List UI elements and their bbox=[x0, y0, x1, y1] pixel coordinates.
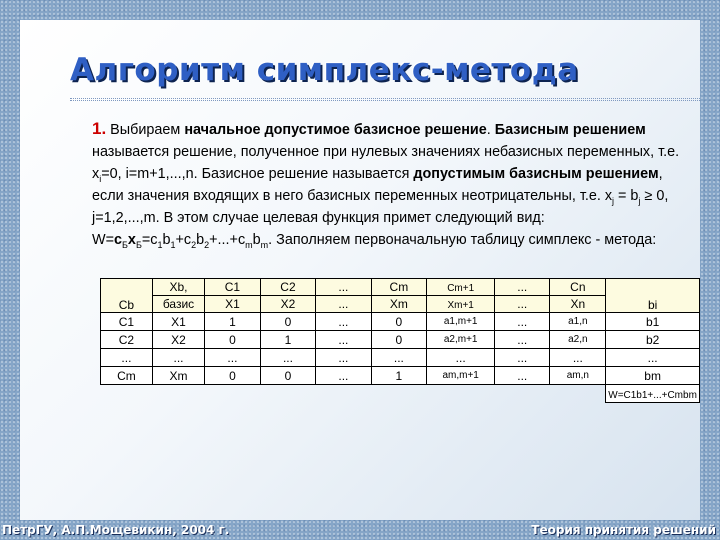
objective-row bbox=[101, 385, 700, 403]
subscript: 2 bbox=[191, 239, 197, 250]
cell: 1 bbox=[260, 331, 316, 349]
text: , если значения входящих в него базисных переменных неотрицательны, т.е. x bbox=[92, 166, 663, 204]
cell: b1 bbox=[606, 313, 700, 331]
cell: Xm bbox=[152, 367, 204, 385]
cell: ... bbox=[316, 331, 371, 349]
header-xm1 bbox=[427, 296, 495, 313]
subscript: j bbox=[638, 195, 641, 206]
cell: ... bbox=[316, 367, 371, 385]
cell: ... bbox=[316, 349, 371, 367]
bold-term: c bbox=[114, 232, 123, 248]
text: b bbox=[162, 232, 171, 248]
text: =c bbox=[141, 232, 158, 248]
header-cm: Cm bbox=[371, 279, 427, 296]
header-cm1 bbox=[427, 279, 495, 296]
definition-paragraph bbox=[92, 118, 692, 251]
cell: 0 bbox=[205, 367, 261, 385]
objective-function bbox=[606, 385, 700, 403]
table-row bbox=[101, 367, 700, 385]
slide bbox=[20, 20, 700, 520]
cell: ... bbox=[371, 349, 427, 367]
subscript: j bbox=[612, 195, 615, 206]
cell: ... bbox=[101, 349, 153, 367]
subscript: 1 bbox=[170, 239, 176, 250]
spacer bbox=[101, 385, 606, 403]
cell: am,n bbox=[550, 367, 606, 385]
cell: X1 bbox=[152, 313, 204, 331]
cell: X2 bbox=[152, 331, 204, 349]
text: называется решение, полученное при нулевых значениях небазисных переменных, т.е. x bbox=[92, 144, 680, 182]
cell: 1 bbox=[205, 313, 261, 331]
header-dots: ... bbox=[495, 279, 550, 296]
subscript: Б bbox=[122, 239, 128, 250]
cell: 0 bbox=[371, 331, 427, 349]
cell: a2,n bbox=[550, 331, 606, 349]
cell: ... bbox=[495, 313, 550, 331]
text: ≥ 0, j=1,2,...,m. В этом случае целевая функция примет следующий вид: W= bbox=[92, 188, 669, 248]
cell: 1 bbox=[371, 367, 427, 385]
bold-term: x bbox=[127, 232, 136, 248]
cell: ... bbox=[606, 349, 700, 367]
header-basis: базис bbox=[152, 296, 204, 313]
text: =0, i=m+1,...,n. Базисное решение называется bbox=[101, 166, 414, 182]
text: . bbox=[486, 122, 495, 138]
header-xb: Xb, bbox=[152, 279, 204, 296]
simplex-table bbox=[100, 278, 700, 403]
header-dots: ... bbox=[316, 279, 371, 296]
subscript: 2 bbox=[204, 239, 210, 250]
header-cb: Cb bbox=[101, 279, 153, 313]
cell: ... bbox=[495, 331, 550, 349]
cell: ... bbox=[316, 313, 371, 331]
header-cn: Cn bbox=[550, 279, 606, 296]
footer-course: Теория принятия решений bbox=[531, 523, 716, 537]
subscript: 1 bbox=[157, 239, 163, 250]
header-bi: bi bbox=[606, 279, 700, 313]
text: . Заполняем первоначальную таблицу симплекс - метода: bbox=[268, 232, 657, 248]
text: b bbox=[252, 232, 261, 248]
cell: C2 bbox=[101, 331, 153, 349]
header-c2: C2 bbox=[260, 279, 316, 296]
cell: a2,m+1 bbox=[427, 331, 495, 349]
step-number: 1. bbox=[92, 119, 107, 138]
cell: ... bbox=[550, 349, 606, 367]
cell: a1,n bbox=[550, 313, 606, 331]
cell: ... bbox=[495, 367, 550, 385]
cell: 0 bbox=[371, 313, 427, 331]
text: +c bbox=[175, 232, 192, 248]
header-cm1-text: Cm+1 bbox=[447, 283, 475, 294]
cell: ... bbox=[495, 349, 550, 367]
objective-function-text: W=C1b1+...+Cmbm bbox=[608, 389, 697, 401]
header-dots: ... bbox=[495, 296, 550, 313]
cell: ... bbox=[205, 349, 261, 367]
subscript: m bbox=[260, 239, 269, 250]
cell: ... bbox=[260, 349, 316, 367]
header-xn: Xn bbox=[550, 296, 606, 313]
header-x2: X2 bbox=[260, 296, 316, 313]
table-row bbox=[101, 349, 700, 367]
title-divider bbox=[70, 98, 700, 101]
header-xm1-text: Xm+1 bbox=[447, 300, 474, 311]
table-row bbox=[101, 331, 700, 349]
subscript: i bbox=[99, 173, 102, 184]
text: b bbox=[196, 232, 205, 248]
text: = b bbox=[614, 188, 639, 204]
bold-term: Базисным решением bbox=[494, 122, 646, 138]
header-xm: Xm bbox=[371, 296, 427, 313]
bold-term: начальное допустимое базисное решение bbox=[184, 122, 487, 138]
slide-title: Алгоритм симплекс-метода bbox=[70, 52, 579, 88]
cell: b2 bbox=[606, 331, 700, 349]
cell: Cm bbox=[101, 367, 153, 385]
subscript: m bbox=[245, 239, 253, 250]
bold-term: допустимым базисным решением bbox=[413, 166, 659, 182]
cell: bm bbox=[606, 367, 700, 385]
table-header-row bbox=[101, 279, 700, 296]
table-row bbox=[101, 313, 700, 331]
cell: 0 bbox=[205, 331, 261, 349]
cell: 0 bbox=[260, 313, 316, 331]
cell: 0 bbox=[260, 367, 316, 385]
text: Выбираем bbox=[106, 122, 185, 138]
text: +...+c bbox=[209, 232, 246, 248]
footer-author: ПетрГУ, А.П.Мощевикин, 2004 г. bbox=[2, 523, 230, 537]
subscript: Б bbox=[135, 239, 142, 250]
cell: a1,m+1 bbox=[427, 313, 495, 331]
header-x1: X1 bbox=[205, 296, 261, 313]
cell: ... bbox=[427, 349, 495, 367]
cell: C1 bbox=[101, 313, 153, 331]
cell: am,m+1 bbox=[427, 367, 495, 385]
cell: ... bbox=[152, 349, 204, 367]
header-c1: C1 bbox=[205, 279, 261, 296]
header-dots: ... bbox=[316, 296, 371, 313]
